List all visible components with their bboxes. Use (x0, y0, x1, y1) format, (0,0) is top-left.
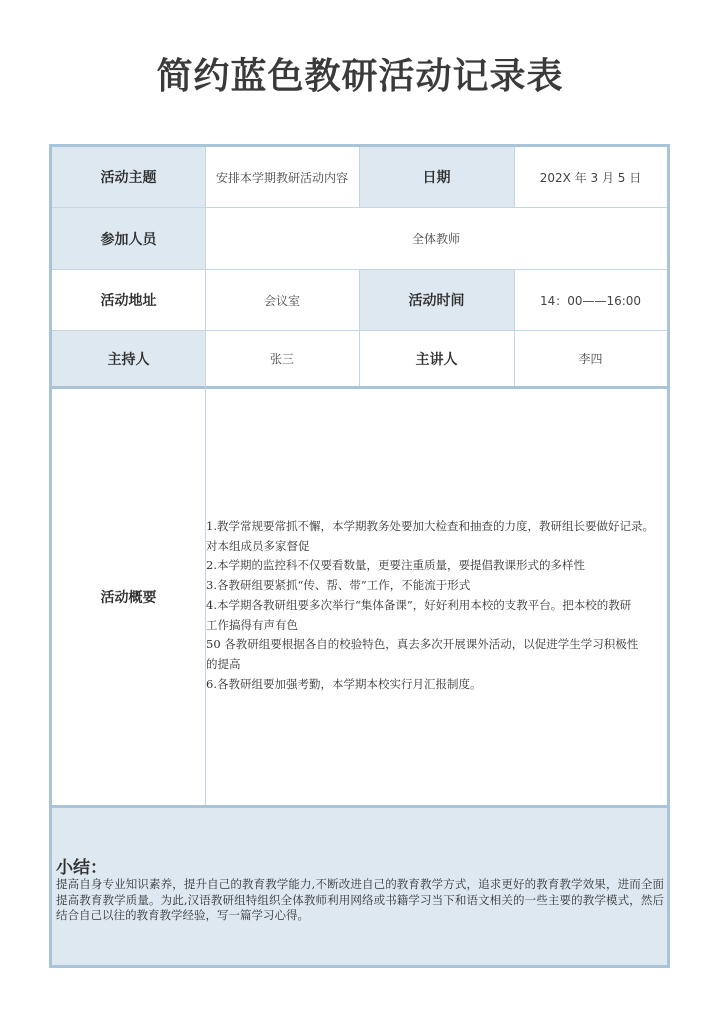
date-label: 日期 (359, 147, 514, 207)
location-label: 活动地址 (52, 270, 205, 330)
overview-line: 3.各教研组要紧抓“传、帮、带”工作，不能流于形式 (206, 578, 471, 593)
participants-label: 参加人员 (52, 208, 205, 269)
column-divider (514, 147, 515, 208)
host-label: 主持人 (52, 331, 205, 386)
speaker-label: 主讲人 (359, 331, 514, 386)
overview-line: 工作搞得有声有色 (206, 617, 298, 632)
overview-line: 的提高 (206, 656, 241, 671)
column-divider (359, 269, 360, 386)
summary-text: 提高自身专业知识素养，提升自己的教育教学能力,不断改进自己的教育教学方式，追求更好的教育教学效果，进而全面提高教育教学质量。为此,汉语教研组特组织全体教师利用网络或书籍学习当下和语文相关的一些主要的教学模式，然后结合自己以往的教育教学经验，写一篇学习心得。 (56, 877, 664, 923)
topic-value: 安排本学期教研活动内容 (205, 147, 359, 207)
row-divider (52, 386, 667, 389)
overview-line: 4.本学期各教研组要多次举行“集体备课”，好好利用本校的支教平台。把本校的教研 (206, 597, 632, 612)
speaker-value: 李四 (514, 331, 667, 386)
row-divider (52, 805, 667, 808)
column-divider (359, 147, 360, 208)
overview-line: 6.各教研组要加强考勤，本学期本校实行月汇报制度。 (206, 676, 482, 691)
topic-label: 活动主题 (52, 147, 205, 207)
participants-value: 全体教师 (205, 208, 667, 269)
date-value: 202X 年 3 月 5 日 (514, 147, 667, 207)
overview-label: 活动概要 (52, 389, 205, 805)
overview-content (206, 517, 668, 694)
column-divider (205, 147, 206, 805)
host-value: 张三 (205, 331, 359, 386)
time-label: 活动时间 (359, 270, 514, 330)
overview-line: 50 各教研组要根据各自的校验特色，真去多次开展课外活动，以促进学生学习积极性 (206, 637, 639, 652)
summary-heading: 小结： (56, 858, 107, 878)
page-title: 简约蓝色教研活动记录表 (156, 56, 564, 97)
location-value: 会议室 (205, 270, 359, 330)
overview-line: 1.教学常规要常抓不懈，本学期教务处要加大检查和抽查的力度，教研组长要做好记录。 (206, 519, 654, 533)
column-divider (514, 269, 515, 386)
overview-line: 2.本学期的监控科不仅要看数量，更要注重质量，要提倡教课形式的多样性 (206, 558, 585, 573)
overview-line: 对本组成员多家督促 (206, 538, 310, 553)
time-value: 14：00——16:00 (514, 270, 667, 330)
